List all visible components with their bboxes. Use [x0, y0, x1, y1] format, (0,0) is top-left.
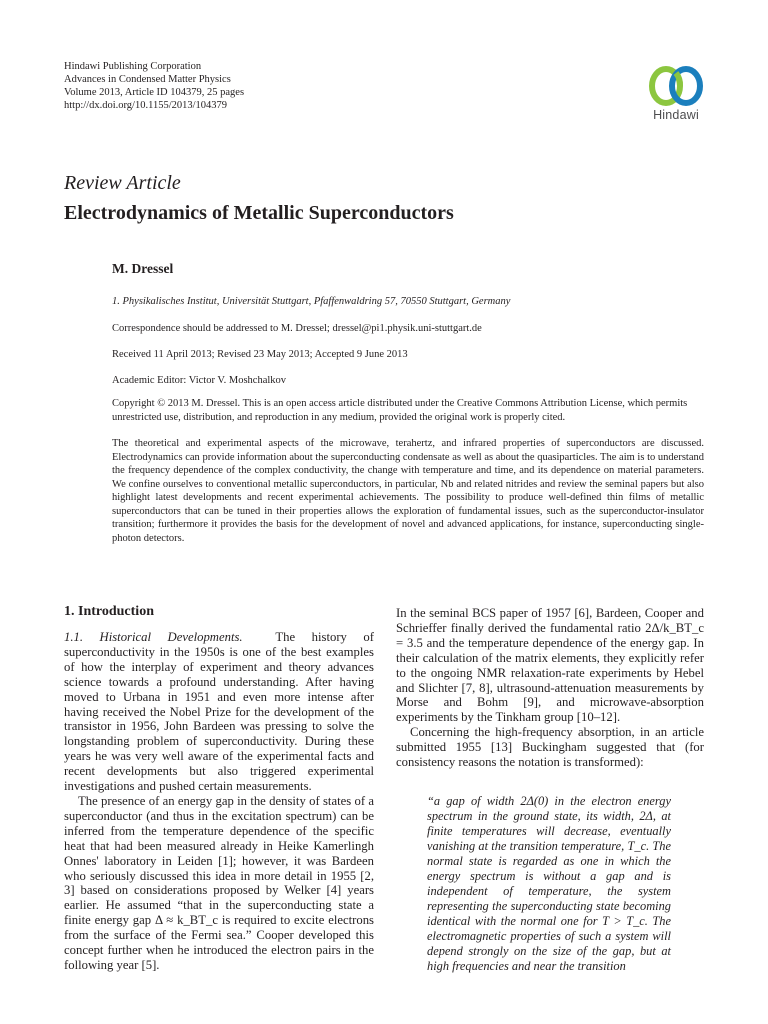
publisher-name: Hindawi Publishing Corporation	[64, 61, 202, 72]
journal-header	[64, 60, 244, 112]
block-quote: “a gap of width 2Δ(0) in the electron energy spectrum in the ground state, its width, 2Δ, at finite temperatures will decrease, eventually vanishing at the transition temperature, T_c. The normal state is regarded as one in which the energy spectrum is without a gap and is independent of temperature, the system representing the superconducting state becoming identical with the normal one for T > T_c. The electromagnetic properties of such a system will depend strongly on the size of the gap, but at high frequencies and near the transition	[427, 794, 671, 973]
paragraph-text: Concerning the high-frequency absorption, in an article submitted 1955 [13] Buckingham suggested that (for consistency reasons the notation is transformed):	[396, 725, 704, 770]
doi-link[interactable]: http://dx.doi.org/10.1155/2013/104379	[64, 100, 228, 111]
paragraph-text: The presence of an energy gap in the density of states of a superconductor (and thus in the excitation spectrum) can be inferred from the temperature dependence of the specific heat that had been measured already in Heike Kamerlingh Onnes' laboratory in Leiden [1]; however, it was Bardeen who seriously discussed this idea in more detail in 1955 [2, 3] based on considerations proposed by Welker [4] years earlier. He assumed “that in the superconducting state a finite energy gap Δ ≈ k_BT_c is required to excite electrons from the surface of the Fermi sea.” Cooper developed this concept further when he introduced the electron pairs in the following year [5].	[64, 793, 374, 972]
article-type: Review Article	[64, 172, 181, 194]
hindawi-logo-text: Hindawi	[653, 108, 699, 122]
right-column	[396, 606, 704, 770]
volume-info: Volume 2013, Article ID 104379, 25 pages	[64, 87, 245, 98]
journal-name: Advances in Condensed Matter Physics	[64, 74, 231, 85]
dates-line: Received 11 April 2013; Revised 23 May 2013; Accepted 9 June 2013	[112, 349, 408, 360]
hindawi-logo	[636, 64, 716, 124]
paragraph-text: The history of superconductivity in the 1950s is one of the best examples of how the interplay of experiment and theory advances science towards a profound understanding. After having moved to Urbana in 1951 and even more intense after having received the Nobel Prize for the development of the transistor in 1956, John Bardeen was pressing to solve the longstanding problem of superconductivity. During these years he was very well aware of the experimental facts and recent developments but also triggered experimental investigations and pushed certain measurements.	[64, 630, 374, 794]
article-title: Electrodynamics of Metallic Superconductors	[64, 202, 454, 224]
subsection-heading: 1.1. Historical Developments.	[64, 630, 243, 644]
paragraph	[64, 630, 374, 794]
paragraph-text: In the seminal BCS paper of 1957 [6], Bardeen, Cooper and Schrieffer finally derived the fundamental ratio 2Δ/k_BT_c = 3.5 and the temperature dependence of the energy gap. In their calculation of the matrix elements, they explicitly refer to the ongoing NMR relaxation-rate experiments by Hebel and Slichter [7, 8], ultrasound-attenuation measurements by Morse and Bohm [9], and microwave-absorption experiments by the Tinkham group [10–12].	[396, 606, 704, 725]
correspondence-line: Correspondence should be addressed to M. Dressel; dressel@pi1.physik.uni-stuttgart.de	[112, 323, 482, 334]
author-affiliation: 1. Physikalisches Institut, Universität Stuttgart, Pfaffenwaldring 57, 70550 Stuttgart, Germany	[112, 296, 511, 307]
abstract: The theoretical and experimental aspects of the microwave, terahertz, and infrared properties of superconductors are discussed. Electrodynamics can provide information about the superconducting condensate as well as about the quasiparticles. The aim is to understand the frequency dependence of the complex conductivity, the change with temperature and time, and its dependence on material parameters. We confine ourselves to conventional metallic superconductors, in particular, Nb and related nitrides and review the seminal papers but also highlight latest developments and recent experimental achievements. The possibility to produce well-defined thin films of metallic superconductors that can be tuned in their properties allows the exploration of fundamental issues, such as the superconductor-insulator transition; furthermore it provides the basis for the development of novel and advanced applications, for instance, superconducting single-photon detectors.	[112, 438, 704, 544]
author-name: M. Dressel	[112, 261, 174, 276]
copyright-notice: Copyright © 2013 M. Dressel. This is an open access article distributed under the Creative Commons Attribution License, which permits unrestricted use, distribution, and reproduction in any medium, provided the original work is properly cited.	[112, 398, 688, 423]
academic-editor: Academic Editor: Victor V. Moshchalkov	[112, 375, 287, 386]
hindawi-logo-icon	[636, 64, 716, 110]
left-column	[64, 630, 374, 973]
section-heading: 1. Introduction	[64, 604, 154, 619]
